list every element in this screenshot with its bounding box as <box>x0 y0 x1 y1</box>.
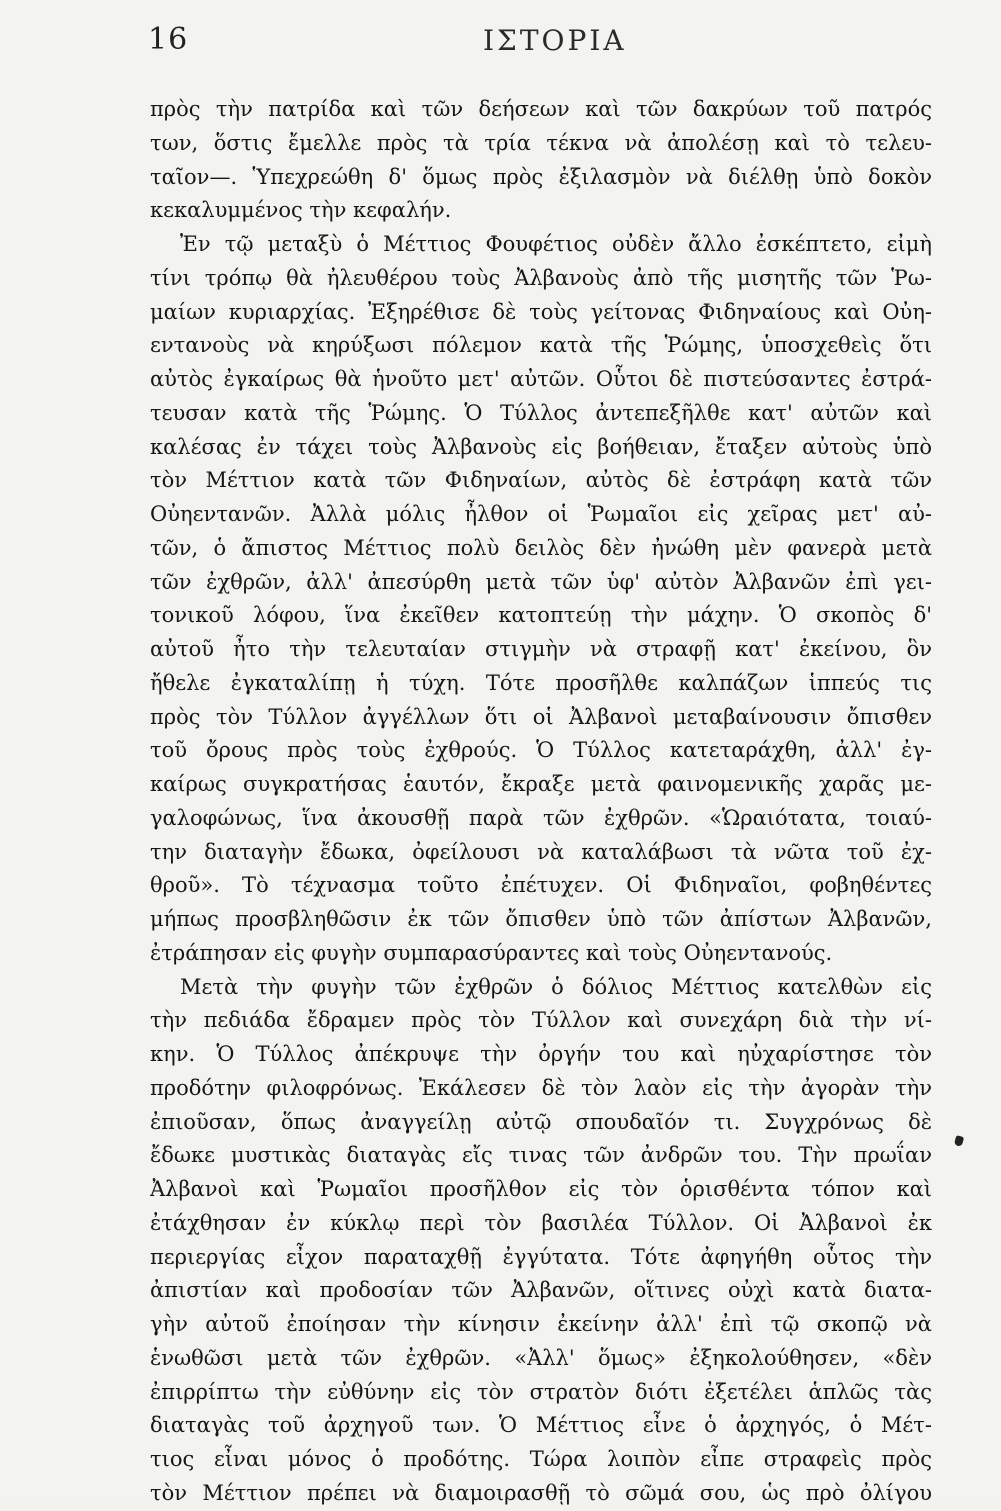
text-line: ἀπιστίαν καὶ προδοσίαν τῶν Ἀλβανῶν, οἵτινες οὐχὶ κατὰ διατα- <box>150 1278 932 1303</box>
text-line: καλέσας ἐν τάχει τοὺς Ἀλβανοὺς εἰς βοήθειαν, ἔταξεν αὐτοὺς ὑπὸ <box>150 434 932 459</box>
text-line: ταῖον—. Ὑπεχρεώθη δ' ὅμως πρὸς ἐξιλασμὸν νὰ διέλθῃ ὑπὸ δοκὸν <box>150 164 932 189</box>
text-line: αὐτὸς ἐγκαίρως θὰ ἡνοῦτο μετ' αὐτῶν. Οὗτοι δὲ πιστεύσαντες ἐστρά- <box>150 367 932 391</box>
text-line: των, ὅστις ἔμελλε πρὸς τὰ τρία τέκνα νὰ ἀπολέσῃ καὶ τὸ τελευ- <box>150 130 932 155</box>
text-line: εντανοὺς νὰ κηρύξωσι πόλεμον κατὰ τῆς Ῥώμης, ὑποσχεθεὶς ὅτι <box>150 333 932 358</box>
text-line: πρὸς τὸν Τύλλον ἀγγέλλων ὅτι οἱ Ἀλβανοὶ μεταβαίνουσιν ὄπισθεν <box>150 704 932 729</box>
text-line: αὐτοῦ ἦτο τὴν τελευταίαν στιγμὴν νὰ στραφῇ κατ' ἐκείνου, ὃν <box>150 637 932 661</box>
text-line: προδότην φιλοφρόνως. Ἐκάλεσεν δὲ τὸν λαὸν εἰς τὴν ἀγορὰν τὴν <box>150 1075 932 1100</box>
text-line: γαλοφώνως, ἵνα ἀκουσθῇ παρὰ τῶν ἐχθρῶν. «Ὡραιότατα, τοιαύ- <box>150 805 932 830</box>
page-number: 16 <box>148 22 189 57</box>
text-line: τίνι τρόπῳ θὰ ἠλευθέρου τοὺς Ἀλβανοὺς ἀπὸ τῆς μισητῆς τῶν Ῥω- <box>150 265 932 290</box>
text-line: Ἐν τῷ μεταξὺ ὁ Μέττιος Φουφέτιος οὐδὲν ἄλλο ἐσκέπτετο, εἰμὴ <box>180 232 932 256</box>
text-line: τῶν, ὁ ἄπιστος Μέττιος πολὺ δειλὸς δὲν ἠνώθη μὲν φανερὰ μετὰ <box>150 535 932 560</box>
text-line: Ἀλβανοὶ καὶ Ῥωμαῖοι προσῆλθον εἰς τὸν ὁρισθέντα τόπον καὶ <box>150 1177 932 1201</box>
text-line: πρὸς τὴν πατρίδα καὶ τῶν δεήσεων καὶ τῶν δακρύων τοῦ πατρός <box>150 97 932 121</box>
text-line: ἐπιοῦσαν, ὅπως ἀναγγείλῃ αὐτῷ σπουδαῖόν τι. Συγχρόνως δὲ <box>150 1109 932 1134</box>
text-line: τευσαν κατὰ τῆς Ῥώμης. Ὁ Τύλλος ἀντεπεξῆλθε κατ' αὐτῶν καὶ <box>150 400 932 425</box>
text-line: τονικοῦ λόφου, ἵνα ἐκεῖθεν κατοπτεύῃ τὴν μάχην. Ὁ σκοπὸς δ' <box>150 603 932 628</box>
text-line: περιεργίας εἶχον παραταχθῇ ἐγγύτατα. Τότε ἀφηγήθη οὗτος τὴν <box>150 1244 932 1269</box>
text-line: καίρως συγκρατήσας ἑαυτόν, ἔκραξε μετὰ φαινομενικῆς χαρᾶς με- <box>150 772 932 796</box>
text-line: την διαταγὴν ἔδωκα, ὀφείλουσι νὰ καταλάβωσι τὰ νῶτα τοῦ ἐχ- <box>150 839 932 864</box>
running-title: ΙΣΤΟΡΙΑ <box>483 24 627 57</box>
page-header <box>148 22 928 62</box>
text-line: κην. Ὁ Τύλλος ἀπέκρυψε τὴν ὀργήν του καὶ ηὐχαρίστησε τὸν <box>150 1042 932 1066</box>
text-line: ἔδωκε μυστικὰς διαταγὰς εἴς τινας τῶν ἀνδρῶν του. Τὴν πρωΐαν <box>150 1143 932 1168</box>
text-line: τὸν Μέττιον πρέπει νὰ διαμοιρασθῇ τὸ σῶμά σου, ὡς πρὸ ὀλίγου <box>150 1480 932 1505</box>
text-line: τιος εἶναι μόνος ὁ προδότης. Τώρα λοιπὸν εἶπε στραφεὶς πρὸς <box>150 1447 932 1471</box>
text-line: γὴν αὐτοῦ ἐποίησαν τὴν κίνησιν ἐκείνην ἀλλ' ἐπὶ τῷ σκοπῷ νὰ <box>150 1312 932 1336</box>
text-line: θροῦ». Τὸ τέχνασμα τοῦτο ἐπέτυχεν. Οἱ Φιδηναῖοι, φοβηθέντες <box>150 873 932 898</box>
text-line: ἐπιρρίπτω τὴν εὐθύνην εἰς τὸν στρατὸν διότι ἐξετέλει ἁπλῶς τὰς <box>150 1379 932 1404</box>
text-line: ἤθελε ἐγκαταλίπῃ ἡ τύχη. Τότε προσῆλθε καλπάζων ἱππεύς τις <box>150 670 932 695</box>
text-line: μήπως προσβληθῶσιν ἐκ τῶν ὄπισθεν ὑπὸ τῶν ἀπίστων Ἀλβανῶν, <box>150 907 932 931</box>
body-text <box>150 93 932 1511</box>
text-line: ἐτράπησαν εἰς φυγὴν συμπαρασύραντες καὶ τοὺς Οὐηεντανούς. <box>150 940 833 965</box>
text-line: τοῦ ὄρους πρὸς τοὺς ἐχθρούς. Ὁ Τύλλος κατεταράχθη, ἀλλ' ἐγ- <box>150 738 932 763</box>
text-line: τῶν ἐχθρῶν, ἀλλ' ἀπεσύρθη μετὰ τῶν ὑφ' αὐτὸν Ἀλβανῶν ἐπὶ γει- <box>150 569 932 594</box>
text-line: ἑνωθῶσι μετὰ τῶν ἐχθρῶν. «Ἀλλ' ὅμως» ἐξηκολούθησεν, «δὲν <box>150 1345 932 1370</box>
text-line: ἐτάχθησαν ἐν κύκλῳ περὶ τὸν βασιλέα Τύλλον. Οἱ Ἀλβανοὶ ἐκ <box>150 1210 932 1235</box>
text-line: Μετὰ τὴν φυγὴν τῶν ἐχθρῶν ὁ δόλιος Μέττιος κατελθὼν εἰς <box>180 974 932 999</box>
text-line: κεκαλυμμένος τὴν κεφαλήν. <box>150 198 452 223</box>
text-line: μαίων κυριαρχίας. Ἐξηρέθισε δὲ τοὺς γείτονας Φιδηναίους καὶ Οὐη- <box>150 299 932 324</box>
text-line: διαταγὰς τοῦ ἀρχηγοῦ των. Ὁ Μέττιος εἶνε ὁ ἀρχηγός, ὁ Μέτ- <box>150 1413 932 1438</box>
text-line: Οὐηεντανῶν. Ἀλλὰ μόλις ἦλθον οἱ Ῥωμαῖοι εἰς χεῖρας μετ' αὐ- <box>150 502 932 526</box>
margin-ink-mark <box>954 1135 964 1147</box>
text-line: τὴν πεδιάδα ἔδραμεν πρὸς τὸν Τύλλον καὶ συνεχάρη διὰ τὴν νί- <box>150 1008 932 1033</box>
text-line: τὸν Μέττιον κατὰ τῶν Φιδηναίων, αὐτὸς δὲ ἐστράφη κατὰ τῶν <box>150 468 932 493</box>
